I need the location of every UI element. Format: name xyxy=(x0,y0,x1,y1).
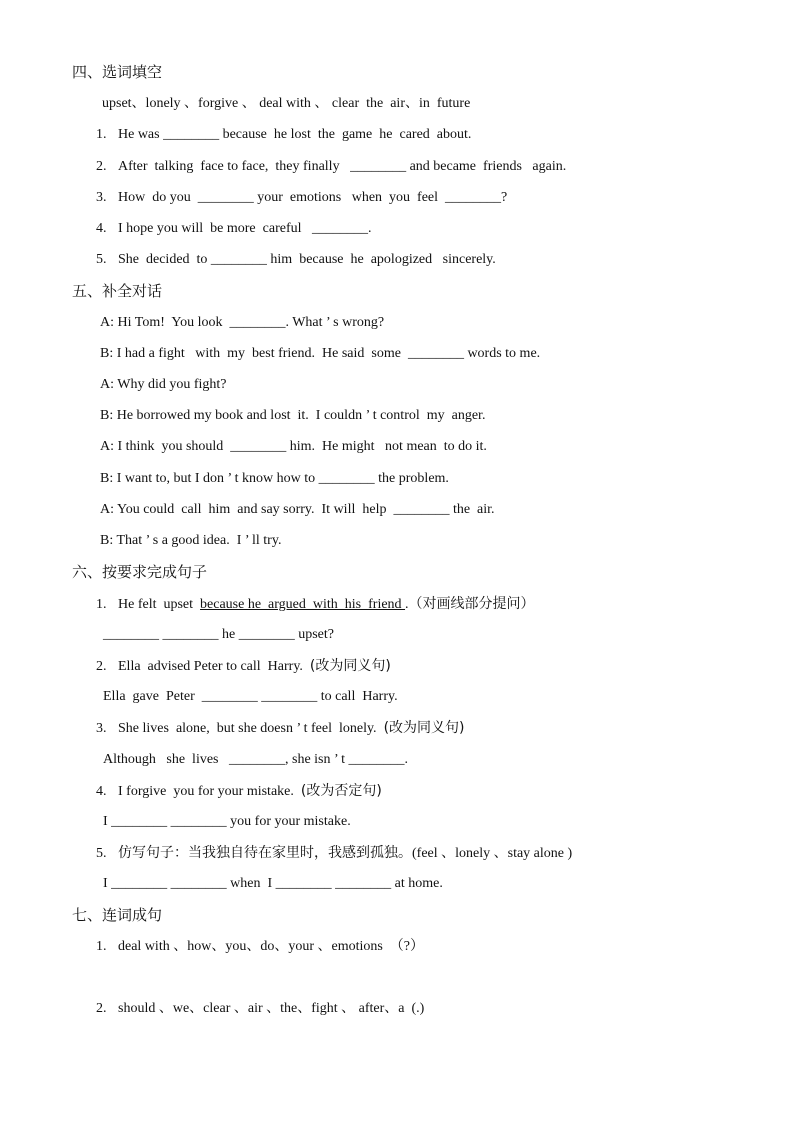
section-5-heading: 五、补全对话 xyxy=(72,282,163,300)
section-4-heading: 四、选词填空 xyxy=(72,63,163,81)
question-item: 5. 仿写句子：当我独自待在家里时，我感到孤独。(feel 、lonely 、stay alone ) xyxy=(96,845,573,861)
question-item: 5. She decided to ________ him because he apologized sincerely. xyxy=(96,252,496,267)
section-6-heading: 六、按要求完成句子 xyxy=(72,563,208,581)
answer-line: Ella gave Peter ________ ________ to call Harry. xyxy=(103,689,398,704)
dialogue-line: A: You could call him and say sorry. It will help ________ the air. xyxy=(100,502,495,517)
dialogue-line: B: He borrowed my book and lost it. I couldn ’ t control my anger. xyxy=(100,408,486,423)
answer-line: Although she lives ________, she isn ’ t ________. xyxy=(103,752,409,767)
question-item: 4. I forgive you for your mistake. (改为否定句) xyxy=(96,783,382,799)
dialogue-line: B: I had a fight with my best friend. He said some ________ words to me. xyxy=(100,346,541,361)
question-item: 1. He felt upset because he argued with his friend .（对画线部分提问） xyxy=(96,596,535,612)
word-bank: upset、lonely 、forgive 、 deal with 、 clear the air、in future xyxy=(102,96,471,111)
answer-line: I ________ ________ when I ________ ________ at home. xyxy=(103,876,443,891)
section-7-heading: 七、连词成句 xyxy=(72,906,163,924)
question-item: 3. She lives alone, but she doesn ’ t feel lonely. (改为同义句) xyxy=(96,720,465,736)
answer-line: ________ ________ he ________ upset? xyxy=(103,627,334,642)
answer-line: I ________ ________ you for your mistake. xyxy=(103,814,351,829)
dialogue-line: A: Why did you fight? xyxy=(100,377,227,392)
dialogue-line: B: That ’ s a good idea. I ’ ll try. xyxy=(100,533,282,548)
question-item: 2. Ella advised Peter to call Harry. (改为同义句) xyxy=(96,658,391,674)
dialogue-line: A: I think you should ________ him. He might not mean to do it. xyxy=(100,439,487,454)
question-item: 3. How do you ________ your emotions when you feel ________? xyxy=(96,190,508,205)
question-item: 4. I hope you will be more careful ________. xyxy=(96,221,372,236)
instruction: (改为否定句) xyxy=(300,783,382,799)
dialogue-line: B: I want to, but I don ’ t know how to ________ the problem. xyxy=(100,471,449,486)
underlined-phrase: because he argued with his friend xyxy=(200,597,406,612)
question-item: 2. After talking face to face, they finally ________ and became friends again. xyxy=(96,159,567,174)
question-item: 1. He was ________ because he lost the game he cared about. xyxy=(96,127,472,142)
question-item: 1. deal with 、how、you、do、your 、emotions （?） xyxy=(96,939,425,954)
instruction: （对画线部分提问） xyxy=(408,596,535,612)
dialogue-line: A: Hi Tom! You look ________. What ’ s wrong? xyxy=(100,315,385,330)
question-item: 2. should 、we、clear 、air 、the、fight 、 after、a (.) xyxy=(96,1001,425,1016)
instruction: (改为同义句) xyxy=(309,658,391,674)
instruction: (改为同义句) xyxy=(383,720,465,736)
instruction: 仿写句子：当我独自待在家里时，我感到孤独。 xyxy=(118,845,412,861)
